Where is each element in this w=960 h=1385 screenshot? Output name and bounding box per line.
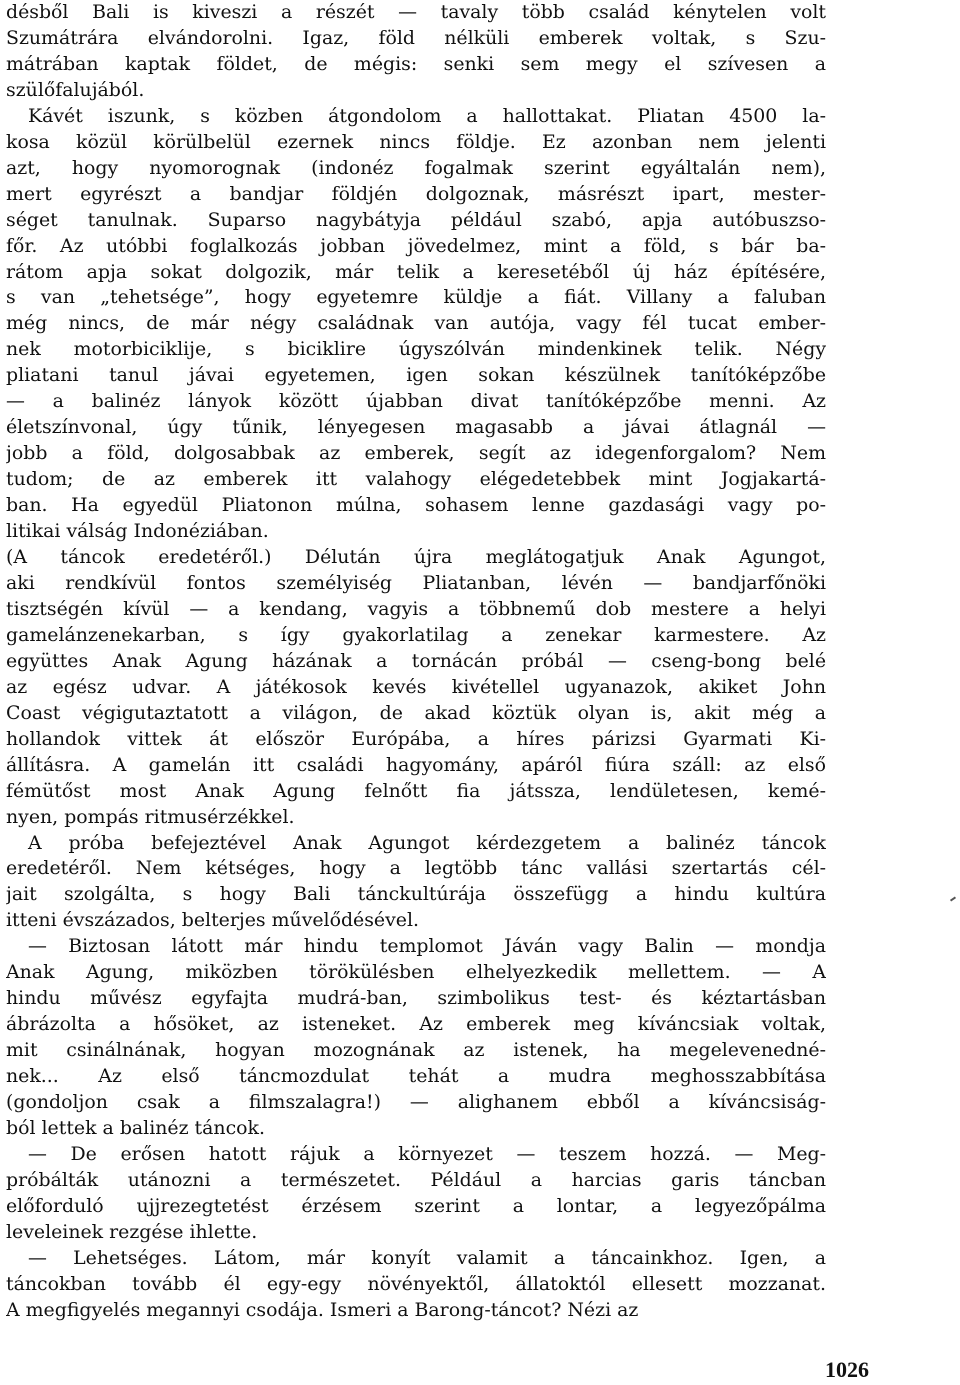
- text-line: eredetéről. Nem kétséges, hogy a legtöbb tánc vallási szertartás cél-: [6, 857, 826, 880]
- text-line: szülőfalujából.: [6, 78, 145, 101]
- paragraph: [6, 0, 826, 104]
- text-line: Kávét iszunk, s közben átgondolom a hallottakat. Pliatan 4500 la-: [28, 104, 826, 127]
- text-line: főr. Az utóbbi foglalkozás jobban jövedelmez, mint a föld, s bár ba-: [6, 234, 826, 257]
- text-line: tudom; de az emberek itt valahogy elégedetebbek mint Jogjakartá-: [6, 468, 826, 491]
- text-line: s van „tehetsége”, hogy egyetemre küldje a fiát. Villany a faluban: [6, 286, 826, 309]
- text-line: (A táncok eredetéről.) Délután újra meglátogatjuk Anak Agungot,: [6, 546, 826, 569]
- text-line: ábrázolta a hősöket, az isteneket. Az emberek meg kíváncsiak voltak,: [6, 1013, 826, 1036]
- text-line: aki rendkívül fontos személyiség Pliatanban, lévén — bandjarfőnöki: [6, 571, 826, 594]
- text-line: hollandok vittek át először Európába, a híres párizsi Gyarmati Ki-: [6, 727, 826, 750]
- text-line: ban. Ha egyedül Pliatonon múlna, sohasem lenne gazdasági vagy po-: [6, 494, 826, 517]
- text-line: désből Bali is kiveszi a részét — tavaly több család kénytelen volt: [6, 1, 826, 23]
- text-line: pliatani tanul jávai egyetemen, igen sokan készülnek tanítóképzőbe: [6, 364, 826, 387]
- text-line: gamelánzenekarban, s így gyakorlatilag a zenekar karmestere. Az: [6, 623, 826, 646]
- paragraph: [6, 1246, 826, 1324]
- text-line: nek motorbiciklije, s biciklire úgyszólván mindenkinek telik. Négy: [6, 338, 826, 361]
- text-line: (gondoljon csak a filmszalagra!) — alighanem ebből a kíváncsiság-: [6, 1091, 826, 1114]
- paragraph: [6, 831, 826, 935]
- text-line: mert egyrészt a bandjar földjén dolgoznak, másrészt ipart, mester-: [6, 182, 826, 205]
- text-line: nyen, pompás ritmusérzékkel.: [6, 805, 295, 828]
- text-line: tisztségén kívül — a kendang, vagyis a többnemű dob mestere a helyi: [6, 597, 826, 620]
- text-line: A megfigyelés megannyi csodája. Ismeri a Barong-táncot? Nézi az: [6, 1298, 639, 1321]
- text-line: kosa közül körülbelül ezernek nincs földje. Ez azonban nem jelenti: [6, 130, 826, 153]
- text-line: mátrában kaptak földet, de mégis: senki sem megy el szívesen a: [6, 52, 826, 75]
- text-line: — Lehetséges. Látom, már konyít valamit a táncainkhoz. Igen, a: [28, 1246, 826, 1269]
- paragraph: [6, 104, 826, 545]
- text-line: litikai válság Indonéziában.: [6, 520, 269, 543]
- text-line: azt, hogy nyomorognak (indonéz fogalmak szerint egyáltalán nem),: [6, 156, 826, 179]
- text-line: még nincs, de már négy családnak van autója, vagy fél tucat ember-: [6, 312, 826, 335]
- text-line: próbálták utánozni a természetet. Például a harcias garis táncban: [6, 1168, 826, 1191]
- paragraph: [6, 1142, 826, 1246]
- text-line: együttes Anak Agung házának a tornácán próbál — cseng-bong belé: [6, 649, 826, 672]
- text-line: jait szolgálta, s hogy Bali tánckultúrája összefügg a hindu kultúra: [6, 883, 826, 906]
- text-line: — a balinéz lányok között újabban divat tanítóképzőbe menni. Az: [6, 390, 826, 413]
- text-line: hindu művész egyfajta mudrá-ban, szimbolikus test- és kéztartásban: [6, 987, 826, 1010]
- text-line: Coast végigutaztatott a világon, de akad köztük olyan is, akit még a: [6, 701, 826, 724]
- text-line: — Biztosan látott már hindu templomot Jáván vagy Balin — mondja: [28, 935, 826, 958]
- text-line: életszínvonal, úgy tűnik, lényegesen magasabb a jávai átlagnál —: [6, 416, 826, 439]
- text-line: az egész udvar. A játékosok kevés kivétellel ugyanazok, akiket John: [6, 675, 826, 698]
- text-line: nek... Az első táncmozdulat tehát a mudra meghosszabbítása: [6, 1065, 826, 1088]
- text-line: A próba befejeztével Anak Agungot kérdezgetem a balinéz táncok: [28, 831, 826, 854]
- paragraph: [6, 545, 826, 830]
- stray-mark: [950, 896, 956, 901]
- text-line: leveleinek rezgése ihlette.: [6, 1220, 258, 1243]
- page-number: 1026: [825, 1357, 869, 1382]
- text-line: itteni évszázados, belterjes művelődésével.: [6, 909, 420, 932]
- text-line: rátom apja sokat dolgozik, már telik a keresetéből új ház építésére,: [6, 260, 826, 283]
- text-line: állításra. A gamelán itt családi hagyomány, apáról fiúra száll: az első: [6, 753, 826, 776]
- text-line: Szumátrára elvándorolni. Igaz, föld nélküli emberek voltak, s Szu-: [6, 26, 826, 49]
- text-line: Anak Agung, miközben törökülésben elhelyezkedik mellettem. — A: [6, 961, 826, 984]
- document-page: [6, 0, 826, 1324]
- text-line: mit csinálnának, hogyan mozognának az istenek, ha megelevenedné-: [6, 1039, 826, 1062]
- text-line: táncokban tovább él egy-egy növényektől, állatoktól ellesett mozzanat.: [6, 1272, 826, 1295]
- text-line: — De erősen hatott rájuk a környezet — teszem hozzá. — Meg-: [28, 1142, 826, 1165]
- text-line: ból lettek a balinéz táncok.: [6, 1116, 265, 1139]
- text-line: fémütőst most Anak Agung felnőtt fia játssza, lendületesen, kemé-: [6, 779, 826, 802]
- text-line: jobb a föld, dolgosabbak az emberek, segít az idegenforgalom? Nem: [6, 442, 826, 465]
- paragraph: [6, 934, 826, 1142]
- text-line: előforduló ujjrezegtetést érzésem szerint a lontar, a legyezőpálma: [6, 1194, 826, 1217]
- text-line: séget tanulnak. Suparso nagybátyja például szabó, apja autóbuszso-: [6, 208, 826, 231]
